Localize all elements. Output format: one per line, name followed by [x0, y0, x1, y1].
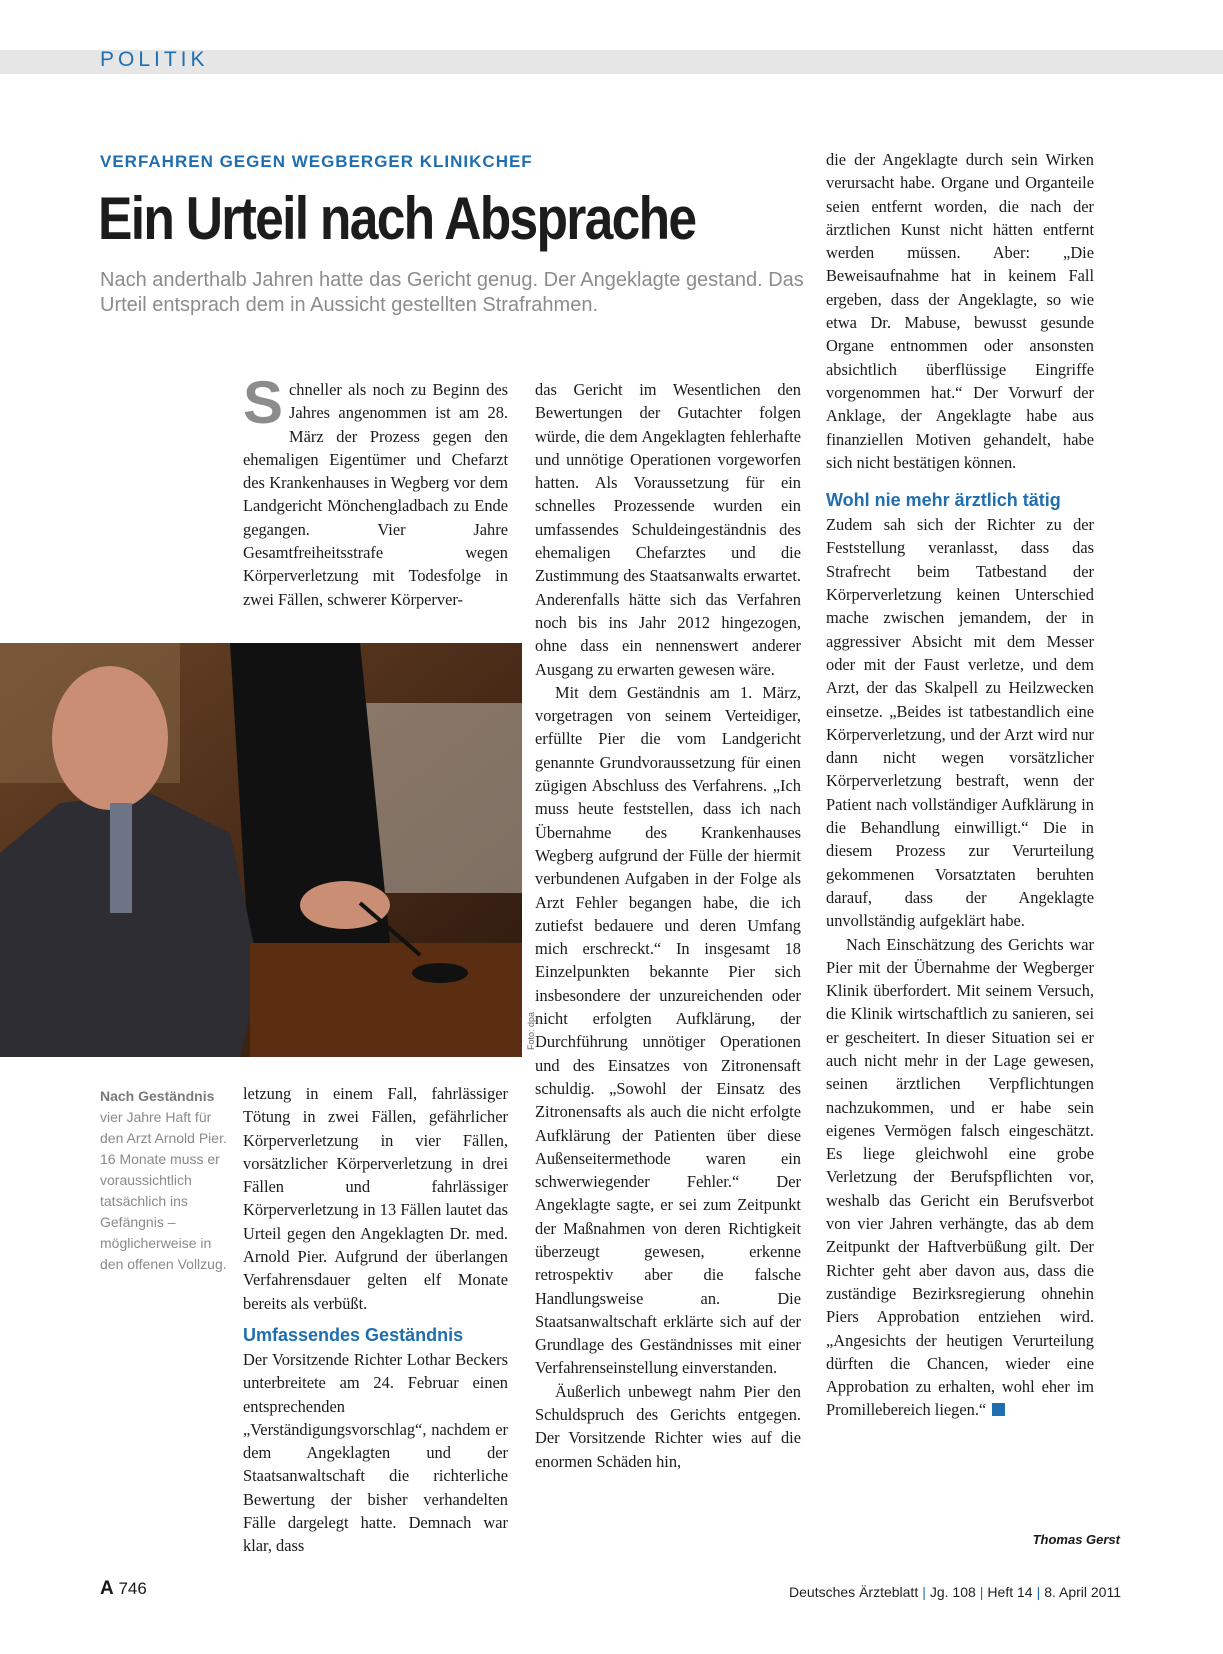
page-number [100, 1578, 147, 1600]
photo-caption [100, 1086, 230, 1275]
column-1-bottom [243, 1082, 508, 1558]
separator: | [1036, 1584, 1041, 1600]
body-paragraph: letzung in einem Fall, fahrlässiger Tötung in zwei Fällen, gefährlicher Körperverletzung in vier Fällen, vorsätzlicher Körperverletzung in drei Fällen und fahrlässiger Körperverletzung in 13 Fällen lautet das Urteil gegen den Angeklagten Dr. med. Arnold Pier. Aufgrund der überlangen Verfahrensdauer gelten elf Monate bereits als verbüßt. [243, 1084, 508, 1313]
body-paragraph: Mit dem Geständnis am 1. März, vorgetragen von seinem Verteidiger, erfüllte Pier die vom Landgericht genannte Grundvoraussetzung für einen zügigen Abschluss des Verfahrens. „Ich muss heute feststellen, dass ich nach Übernahme des Krankenhauses Wegberg aufgrund der Fülle der hiermit verbundenen Aufgaben in der Folge als Arzt Fehler begangen habe, die ich zutiefst bedauere und deren Umfang mich erschreckt.“ In insgesamt 18 Einzelpunkten bekannte Pier sich insbesondere der unzureichenden oder nicht erfolgten Aufklärung, der Durchführung unnötiger Operationen und des Einsatzes von Zitronensaft schuldig. „Sowohl der Einsatz des Zitronensafts als auch die nicht erfolgte Aufklärung der Patienten über diese Außenseitermethode waren ein schwerwiegender Fehler.“ Der Angeklagte sagte, er sei zum Zeitpunkt der Maßnahmen von deren Richtigkeit überzeugt gewesen, erkenne retrospektiv aber die falsche Handlungsweise an. Die Staatsanwaltschaft erklärte sich auf der Grundlage des Geständnisses mit einer Verfahrenseinstellung einverstanden. [535, 682, 801, 1378]
page-prefix: A [100, 1578, 114, 1599]
body-paragraph: Äußerlich unbewegt nahm Pier den Schuldspruch des Gerichts entgegen. Der Vorsitzende Richter wies auf die enormen Schäden hin, [535, 1381, 801, 1471]
body-paragraph [826, 933, 1094, 1422]
article-author: Thomas Gerst [1032, 1532, 1120, 1547]
body-paragraph [243, 369, 508, 611]
article-title: Ein Urteil nach Absprache [98, 185, 696, 252]
section-label: POLITIK [100, 48, 209, 71]
body-paragraph: das Gericht im Wesentlichen den Bewertungen der Gutachter folgen würde, die dem Angeklagten fehlerhafte und unnötige Operationen vorgeworfen hatten. Als Voraussetzung für ein schnelles Prozessende wurden ein umfassendes Schuldeingeständnis des ehemaligen Chefarztes und die Zustimmung des Staatsanwalts erwartet. Anderenfalls hätte sich das Verfahren noch bis ins Jahr 2012 hingezogen, ohne dass ein nennenswert anderer Ausgang zu erwarten gewesen wäre. [535, 380, 801, 679]
body-paragraph: Zudem sah sich der Richter zu der Feststellung veranlasst, dass das Strafrecht beim Tatbestand der Körperverletzung keinen Unterschied mache zwischen jemandem, der in aggressiver Absicht mit dem Messer oder mit der Faust verletze, und dem Arzt, der das Skalpell zu Heilzwecken einsetze. „Beides ist tatbestandlich eine Körperverletzung, und der Arzt wird nur dann nicht wegen vorsätzlicher Körperverletzung bestraft, wenn der Patient nach vollständiger Aufklärung in die Behandlung einwilligt.“ Die in diesem Prozess zur Verurteilung gekommenen Vorsatztaten beruhten darauf, dass der Angeklagte unvollständig aufgeklärt habe. [826, 515, 1094, 931]
separator: | [922, 1584, 926, 1600]
subheading: Umfassendes Geständnis [243, 1324, 464, 1345]
column-3 [826, 148, 1094, 1422]
caption-lead: Nach Geständnis [100, 1088, 215, 1104]
journal-date: 8. April 2011 [1044, 1584, 1121, 1600]
column-2 [535, 378, 801, 1473]
journal-name: Deutsches Ärzteblatt [789, 1584, 919, 1600]
photo-credit: Foto: dpa [526, 1011, 536, 1050]
drop-cap: S [243, 369, 284, 436]
journal-issue: Heft 14 [987, 1584, 1033, 1600]
caption-text: vier Jahre Haft für den Arzt Arnold Pier. 16 Monate muss er voraussichtlich tatsächlich ins Gefängnis – möglicherweise in den offenen Vollzug. [100, 1109, 227, 1272]
body-paragraph: Der Vorsitzende Richter Lothar Beckers unterbreitete am 24. Februar einen entsprechenden „Verständigungsvorschlag“, nachdem er dem Angeklagten und der Staatsanwaltschaft die richterliche Bewertung der bisher verhandelten Fälle dargelegt hatte. Demnach war klar, dass [243, 1349, 508, 1556]
journal-volume: Jg. 108 [929, 1584, 976, 1600]
journal-info [789, 1584, 1121, 1600]
body-paragraph: die der Angeklagte durch sein Wirken verursacht habe. Organe und Organteile seien entfernt worden, die nach der ärztlichen Kunst nicht hätten entfernt werden müssen. Aber: „Die Beweisaufnahme hat in keinem Fall ergeben, dass der Angeklagte, so wie etwa Dr. Mabuse, bewusst gesunde Organe entnommen oder ansonsten absichtlich überflüssige Eingriffe vorgenommen hat.“ Der Vorwurf der Anklage, der Angeklagte habe aus finanziellen Motiven gehandelt, habe sich nicht bestätigen können. [826, 150, 1094, 472]
separator: | [979, 1584, 984, 1600]
article-standfirst: Nach anderthalb Jahren hatte das Gericht genug. Der Angeklagte gestand. Das Urteil entsprach dem in Aussicht gestellten Strafrahmen. [100, 269, 804, 316]
page-number-value: 746 [118, 1579, 147, 1598]
article-photo [0, 643, 522, 1057]
column-1-top [243, 369, 508, 611]
subheading: Wohl nie mehr ärztlich tätig [826, 490, 1061, 511]
paragraph-text: chneller als noch zu Beginn des Jahres angenommen ist am 28. März der Prozess gegen den ehemaligen Eigentümer und Chefarzt des Krankenhauses in Wegberg vor dem Landgericht Mönchengladbach zu Ende gegangen. Vier Jahre Gesamtfreiheitsstrafe wegen Körperverletzung mit Todesfolge in zwei Fällen, schwerer Körperver- [243, 380, 508, 609]
article-kicker: VERFAHREN GEGEN WEGBERGER KLINIKCHEF [100, 152, 533, 171]
end-of-article-mark [992, 1403, 1005, 1416]
paragraph-text: Nach Einschätzung des Gerichts war Pier mit der Übernahme der Wegberger Klinik überfordert. Mit seinem Versuch, die Klinik wirtschaftlich zu sanieren, sei er gescheitert. In dieser Situation sei er auch nicht mehr in der Lage gewesen, seinen ärztlichen Verpflichtungen nachzukommen, und er habe sein eigenes Vermögen falsch eingeschätzt. Es liege gleichwohl eine grobe Verletzung der Berufspflichten vor, weshalb das Gericht ein Berufsverbot von vier Jahren verhängte, das ab dem Zeitpunkt der Haftverbüßung gilt. Der Richter geht aber davon aus, dass die zuständige Bezirksregierung ohnehin Piers Approbation entziehen wird. „Angesichts der heutigen Verurteilung dürften die Chancen, wieder eine Approbation zu erhalten, wohl eher im Promillebereich liegen.“ [826, 934, 1094, 1420]
